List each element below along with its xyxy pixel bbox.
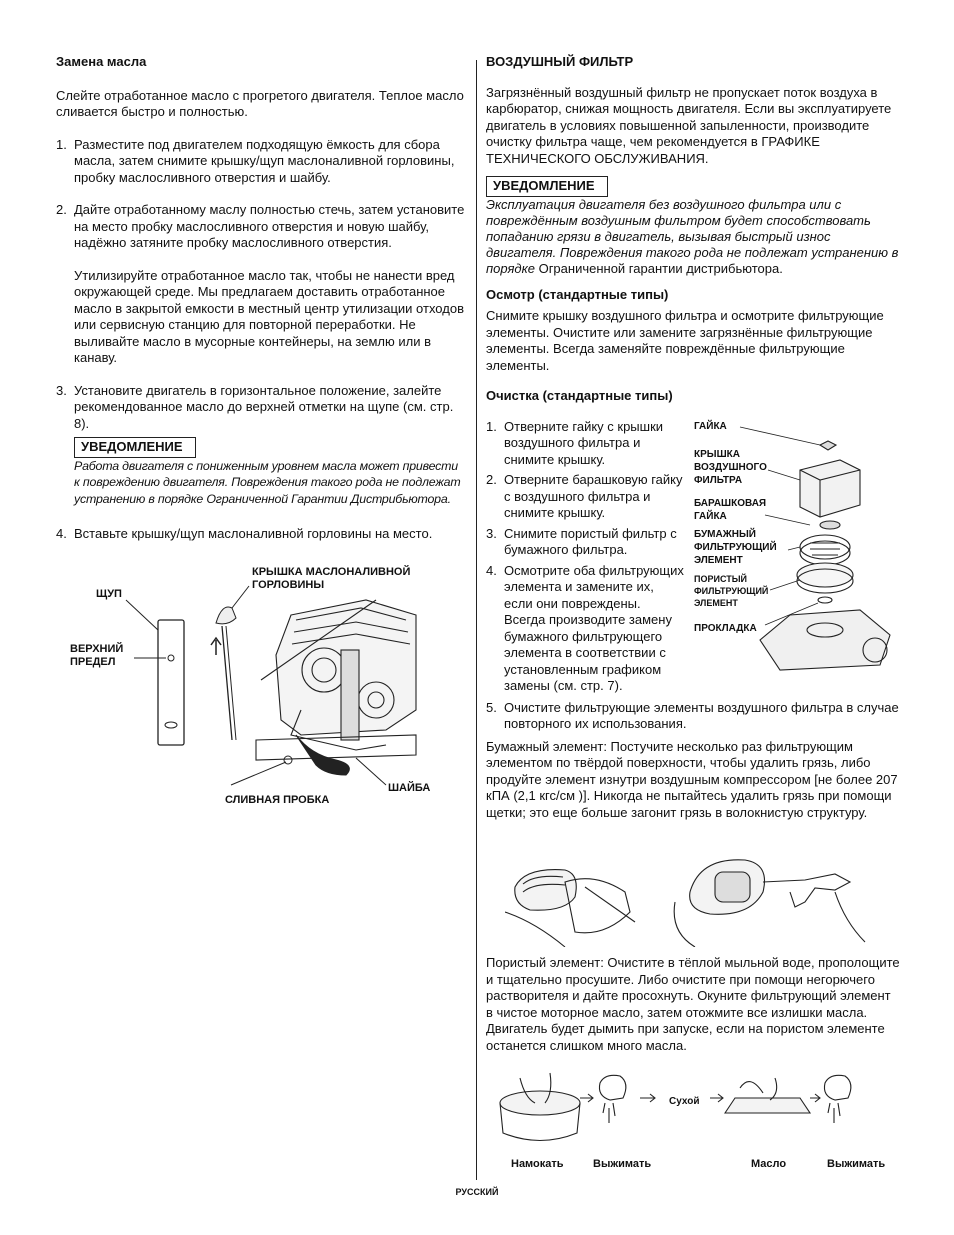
oil-step-1: 1. Разместите под двигателем подходящую ёмкость для сбора масла, затем снимите крышку/щуп маслоналивной горловины, пробку маслосливного отверстия и шайбу. [56, 136, 455, 185]
inspect-text: Снимите крышку воздушного фильтра и осмотрите фильтрующие элементы. Очистите или замените загрязнённые фильтрующие элементы. Всегда заменяйте повреждённые фильтрующие элементы. [486, 308, 884, 373]
column-divider [476, 60, 477, 1180]
oil-change-title: Замена масла [56, 54, 147, 69]
oil-steps [56, 137, 466, 543]
clean-step-5-list [486, 700, 901, 733]
page-footer-language: РУССКИЙ [455, 1187, 499, 1197]
oil-step-2: 2. Дайте отработанному маслу полностью стечь, затем установите на место пробку маслосливного отверстия и новую шайбу, надёжно затяните пробку маслосливного отверстия. Утилизируйте отработанное масло так, чтобы не нанести вред окружающей среде. Мы предлагаем доставить отработанное масло в закрытой емкости в местный центр утилизации отходов или сервисную станцию для повторной переработки. Не выливайте масло в мусорные контейнеры, на землю или в канаву. [56, 202, 465, 365]
paper-element-text: Бумажный элемент: Постучите несколько раз фильтрующим элементом по твёрдой поверхности, чтобы удалить грязь, либо продуйте элемент изнутри воздушным компрессором [не более 207 кПА (2,1 кгс/см )]. Никогда не пытайтесь удалить грязь при помощи щетки; это еще больше загонит грязь в волокнистую структуру. [486, 738, 898, 820]
clean-step-5: 5. Очистите фильтрующие элементы воздушного фильтра в случае повторного их использования. [486, 699, 899, 731]
label-drain-plug: СЛИВНАЯ ПРОБКА [225, 794, 330, 806]
label-washer: ШАЙБА [388, 782, 431, 794]
label-gasket: ПРОКЛАДКА [694, 623, 757, 634]
left-column [56, 54, 466, 543]
clean-steps [486, 419, 684, 695]
label-paper-element: БУМАЖНЫЙ ФИЛЬТРУЮЩИЙ ЭЛЕМЕНТ [694, 529, 777, 566]
notice-label-right: УВЕДОМЛЕНИЕ [486, 176, 608, 197]
clean-step-4: 4. Осмотрите оба фильтрующих элемента и замените их, если они повреждены. Всегда производите замену бумажного фильтрующего элемента в соответствии с установленным графиком замены (см. стр. 7). [486, 562, 684, 693]
label-squeeze-1: Выжимать [593, 1158, 652, 1170]
air-filter-intro: Загрязнённый воздушный фильтр не пропускает поток воздуха в карбюратор, снижая мощность двигателя. Если вы эксплуатируете двигатель в условиях повышенной запыленности, производите очистку фильтра чаще, чем рекомендуется в ГРАФИКЕ ТЕХНИЧЕСКОГО ОБСЛУЖИВАНИЯ. [486, 84, 892, 166]
clean-step-3: 3. Снимите пористый фильтр с бумажного фильтра. [486, 525, 677, 557]
label-upper-limit: ВЕРХНИЙ ПРЕДЕЛ [70, 643, 124, 668]
foam-element-section [486, 955, 901, 1054]
label-oil: Масло [751, 1158, 787, 1170]
clean-step-1: 1. Отверните гайку с крышки воздушного фильтра и снимите крышку. [486, 418, 664, 467]
notice-text-left: Работа двигателя с пониженным уровнем масла может привести к повреждению двигателя. Повреждения такого рода не подлежат устранению в порядке Ограниченной Гарантии Дистрибьютора. [74, 458, 461, 506]
label-filter-cover: КРЫШКА ВОЗДУШНОГО ФИЛЬТРА [694, 449, 767, 486]
label-dipstick: ЩУП [96, 588, 122, 600]
paper-element-cleaning-illustration [505, 852, 885, 947]
oil-disposal-text: Утилизируйте отработанное масло так, чтобы не нанести вред окружающей среде. Мы предлагаем доставить отработанное масло в закрытой емкости в местный центр утилизации отходов или сервисную станцию для повторной переработки. Не выливайте масло в мусорные контейнеры, на землю или в канаву. [74, 267, 464, 365]
label-squeeze-2: Выжимать [827, 1158, 886, 1170]
oil-step-3: 3. Установите двигатель в горизонтальное положение, залейте рекомендованное масло до верхней отметки на щупе (см. стр. 8). УВЕДОМЛЕНИЕ Работа двигателя с пониженным уровнем масла может привести к повреждению двигателя. Повреждения такого рода не подлежат устранению в порядке Ограниченной Гарантии Дистрибьютора. [56, 383, 466, 508]
label-dry: Сухой [669, 1096, 700, 1107]
air-filter-title: ВОЗДУШНЫЙ ФИЛЬТР [486, 54, 634, 69]
inspect-title: Осмотр (стандартные типы) [486, 286, 669, 302]
clean-step-2: 2. Отверните барашковую гайку с воздушного фильтра и снимите крышку. [486, 472, 683, 520]
notice-label-left: УВЕДОМЛЕНИЕ [74, 437, 196, 458]
label-soak: Намокать [511, 1158, 564, 1170]
label-oil-cap: КРЫШКА МАСЛОНАЛИВНОЙ ГОРЛОВИНЫ [252, 566, 411, 591]
label-nut: ГАЙКА [694, 421, 727, 432]
foam-element-text: Пористый элемент: Очистите в тёплой мыльной воде, прополощите и тщательно просушите. Либо очистите при помощи негорючего растворителя и дайте просохнуть. Окуните фильтрующий элемент в чистое моторное масло, затем отожмите все излишки масла. Двигатель будет дымить при запуске, если на пористом элементе останется слишком много масла. [486, 955, 900, 1053]
label-wing-nut: БАРАШКОВАЯ ГАЙКА [694, 498, 767, 522]
notice-text-right: Эксплуатация двигателя без воздушного фильтра или с повреждённым воздушным фильтром будет способствовать попаданию грязи в двигатель, вызывая быстрый износ двигателя. Повреждения такого рода не подлежат устранению в порядке Ограниченной гарантии дистрибьютора. [486, 196, 899, 276]
label-foam-element: ПОРИСТЫЙ ФИЛЬТРУЮЩИЙ ЭЛЕМЕНТ [694, 574, 769, 608]
oil-step-4: 4. Вставьте крышку/щуп маслоналивной горловины на место. [56, 526, 433, 541]
clean-title: Очистка (стандартные типы) [486, 388, 673, 403]
oil-intro: Слейте отработанное масло с прогретого двигателя. Теплое масло сливается быстро и полностью. [56, 87, 464, 119]
